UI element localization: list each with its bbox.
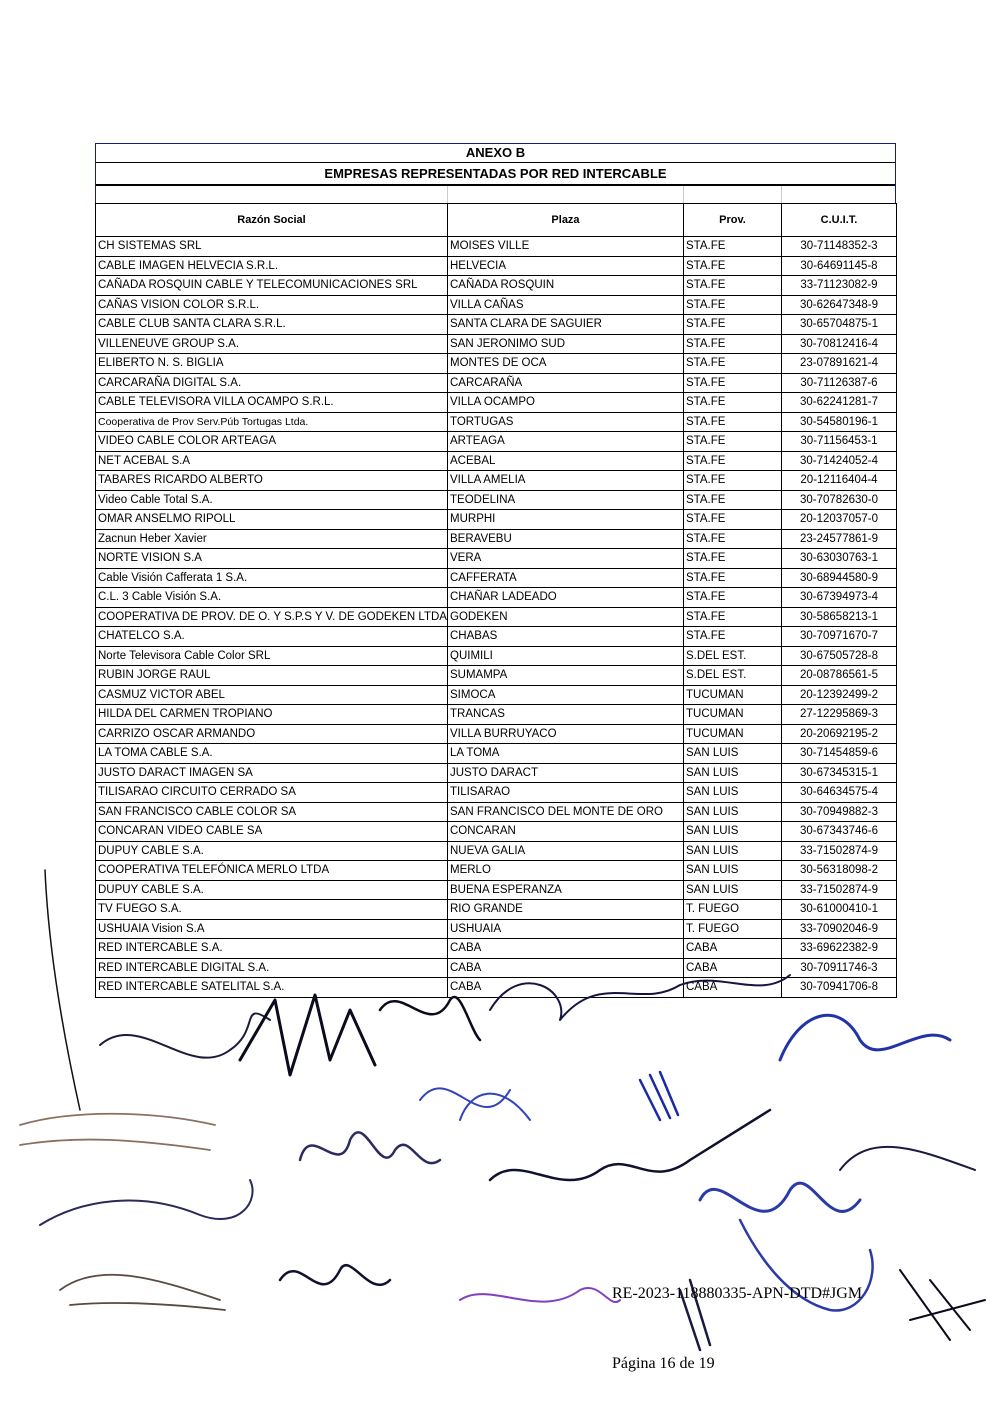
- column-header-prov: Prov.: [684, 204, 782, 237]
- signature-mark: [460, 1288, 620, 1302]
- cell-prov: STA.FE: [684, 412, 782, 432]
- cell-prov: STA.FE: [684, 432, 782, 452]
- cell-plaza: SUMAMPA: [448, 666, 684, 686]
- cell-cuit: 33-71502874-9: [782, 841, 897, 861]
- column-header-cuit: C.U.I.T.: [782, 204, 897, 237]
- cell-name: RED INTERCABLE SATELITAL S.A.: [96, 978, 448, 998]
- cell-prov: STA.FE: [684, 627, 782, 647]
- cell-plaza: CABA: [448, 978, 684, 998]
- signature-mark: [60, 1275, 225, 1310]
- cell-prov: T. FUEGO: [684, 900, 782, 920]
- cell-plaza: GODEKEN: [448, 607, 684, 627]
- cell-plaza: MONTES DE OCA: [448, 354, 684, 374]
- cell-cuit: 20-12392499-2: [782, 685, 897, 705]
- cell-plaza: NUEVA GALIA: [448, 841, 684, 861]
- cell-plaza: VILLA CAÑAS: [448, 295, 684, 315]
- signature-mark: [300, 1132, 440, 1163]
- cell-name: CONCARAN VIDEO CABLE SA: [96, 822, 448, 842]
- cell-plaza: VILLA BURRUYACO: [448, 724, 684, 744]
- signature-mark: [640, 1072, 678, 1120]
- cell-plaza: SIMOCA: [448, 685, 684, 705]
- signature-mark: [840, 1147, 975, 1170]
- cell-name: HILDA DEL CARMEN TROPIANO: [96, 705, 448, 725]
- cell-name: VILLENEUVE GROUP S.A.: [96, 334, 448, 354]
- cell-prov: TUCUMAN: [684, 705, 782, 725]
- cell-name: RED INTERCABLE S.A.: [96, 939, 448, 959]
- signature-mark: [240, 995, 375, 1075]
- cell-prov: SAN LUIS: [684, 763, 782, 783]
- signature-mark: [45, 870, 80, 1110]
- cell-cuit: 30-70941706-8: [782, 978, 897, 998]
- cell-plaza: MOISES VILLE: [448, 237, 684, 257]
- cell-name: Cable Visión Cafferata 1 S.A.: [96, 568, 448, 588]
- cell-cuit: 30-64634575-4: [782, 783, 897, 803]
- cell-cuit: 20-08786561-5: [782, 666, 897, 686]
- cell-name: CAÑADA ROSQUIN CABLE Y TELECOMUNICACIONES SRL: [96, 276, 448, 296]
- cell-plaza: TRANCAS: [448, 705, 684, 725]
- cell-prov: STA.FE: [684, 607, 782, 627]
- cell-prov: SAN LUIS: [684, 841, 782, 861]
- cell-name: C.L. 3 Cable Visión S.A.: [96, 588, 448, 608]
- cell-prov: STA.FE: [684, 568, 782, 588]
- cell-cuit: 30-67345315-1: [782, 763, 897, 783]
- cell-name: RED INTERCABLE DIGITAL S.A.: [96, 958, 448, 978]
- cell-name: Cooperativa de Prov Serv.Púb Tortugas Ltda.: [96, 412, 448, 432]
- cell-cuit: 23-07891621-4: [782, 354, 897, 374]
- cell-prov: STA.FE: [684, 471, 782, 491]
- cell-cuit: 30-71126387-6: [782, 373, 897, 393]
- annex-subtitle: EMPRESAS REPRESENTADAS POR RED INTERCABLE: [96, 163, 895, 186]
- cell-name: USHUAIA Vision S.A: [96, 919, 448, 939]
- cell-cuit: 30-62647348-9: [782, 295, 897, 315]
- signature-mark: [700, 1183, 860, 1211]
- cell-name: Zacnun Heber Xavier: [96, 529, 448, 549]
- cell-plaza: SANTA CLARA DE SAGUIER: [448, 315, 684, 335]
- cell-name: CARCARAÑA DIGITAL S.A.: [96, 373, 448, 393]
- cell-plaza: HELVECIA: [448, 256, 684, 276]
- cell-plaza: SAN JERONIMO SUD: [448, 334, 684, 354]
- column-header-razon-social: Razón Social: [96, 204, 448, 237]
- cell-cuit: 30-65704875-1: [782, 315, 897, 335]
- cell-plaza: MURPHI: [448, 510, 684, 530]
- cell-plaza: CARCARAÑA: [448, 373, 684, 393]
- cell-prov: CABA: [684, 939, 782, 959]
- cell-cuit: 30-58658213-1: [782, 607, 897, 627]
- cell-plaza: CHAÑAR LADEADO: [448, 588, 684, 608]
- signature-mark: [280, 1265, 390, 1285]
- cell-plaza: VILLA OCAMPO: [448, 393, 684, 413]
- cell-name: CAÑAS VISION COLOR S.R.L.: [96, 295, 448, 315]
- cell-plaza: TORTUGAS: [448, 412, 684, 432]
- cell-prov: STA.FE: [684, 490, 782, 510]
- cell-name: TV FUEGO S.A.: [96, 900, 448, 920]
- cell-name: DUPUY CABLE S.A.: [96, 880, 448, 900]
- cell-name: NORTE VISION S.A: [96, 549, 448, 569]
- cell-prov: SAN LUIS: [684, 861, 782, 881]
- cell-plaza: CHABAS: [448, 627, 684, 647]
- cell-prov: STA.FE: [684, 237, 782, 257]
- cell-prov: STA.FE: [684, 373, 782, 393]
- cell-cuit: 20-12037057-0: [782, 510, 897, 530]
- cell-cuit: 30-70911746-3: [782, 958, 897, 978]
- cell-prov: SAN LUIS: [684, 783, 782, 803]
- cell-plaza: CABA: [448, 958, 684, 978]
- cell-plaza: RIO GRANDE: [448, 900, 684, 920]
- signature-mark: [420, 1088, 530, 1120]
- signature-mark: [490, 975, 790, 1020]
- cell-prov: STA.FE: [684, 529, 782, 549]
- cell-plaza: TEODELINA: [448, 490, 684, 510]
- cell-prov: SAN LUIS: [684, 744, 782, 764]
- document-id: RE-2023-118880335-APN-DTD#JGM: [612, 1285, 863, 1302]
- cell-cuit: 27-12295869-3: [782, 705, 897, 725]
- cell-plaza: VERA: [448, 549, 684, 569]
- cell-prov: S.DEL EST.: [684, 666, 782, 686]
- cell-name: COOPERATIVA DE PROV. DE O. Y S.P.S Y V. DE GODEKEN LTDA: [96, 607, 448, 627]
- cell-plaza: ACEBAL: [448, 451, 684, 471]
- cell-plaza: CAFFERATA: [448, 568, 684, 588]
- cell-prov: STA.FE: [684, 295, 782, 315]
- cell-plaza: CABA: [448, 939, 684, 959]
- cell-cuit: 30-56318098-2: [782, 861, 897, 881]
- cell-prov: STA.FE: [684, 256, 782, 276]
- cell-cuit: 30-64691145-8: [782, 256, 897, 276]
- cell-prov: TUCUMAN: [684, 685, 782, 705]
- cell-cuit: 30-68944580-9: [782, 568, 897, 588]
- cell-name: NET ACEBAL S.A: [96, 451, 448, 471]
- cell-plaza: CAÑADA ROSQUIN: [448, 276, 684, 296]
- cell-cuit: 30-67394973-4: [782, 588, 897, 608]
- cell-prov: STA.FE: [684, 510, 782, 530]
- cell-prov: STA.FE: [684, 451, 782, 471]
- signature-mark: [900, 1270, 985, 1340]
- cell-cuit: 30-71148352-3: [782, 237, 897, 257]
- cell-name: Video Cable Total S.A.: [96, 490, 448, 510]
- cell-plaza: BERAVEBU: [448, 529, 684, 549]
- cell-prov: CABA: [684, 978, 782, 998]
- cell-plaza: CONCARAN: [448, 822, 684, 842]
- cell-name: COOPERATIVA TELEFÓNICA MERLO LTDA: [96, 861, 448, 881]
- cell-name: CARRIZO OSCAR ARMANDO: [96, 724, 448, 744]
- cell-prov: STA.FE: [684, 588, 782, 608]
- cell-name: JUSTO DARACT IMAGEN SA: [96, 763, 448, 783]
- cell-prov: STA.FE: [684, 549, 782, 569]
- cell-cuit: 30-71156453-1: [782, 432, 897, 452]
- cell-name: RUBIN JORGE RAUL: [96, 666, 448, 686]
- cell-name: VIDEO CABLE COLOR ARTEAGA: [96, 432, 448, 452]
- cell-plaza: ARTEAGA: [448, 432, 684, 452]
- cell-plaza: TILISARAO: [448, 783, 684, 803]
- cell-cuit: 30-71454859-6: [782, 744, 897, 764]
- cell-prov: STA.FE: [684, 276, 782, 296]
- cell-cuit: 20-20692195-2: [782, 724, 897, 744]
- cell-prov: STA.FE: [684, 315, 782, 335]
- cell-name: CABLE CLUB SANTA CLARA S.R.L.: [96, 315, 448, 335]
- cell-prov: S.DEL EST.: [684, 646, 782, 666]
- cell-name: CASMUZ VICTOR ABEL: [96, 685, 448, 705]
- cell-name: CHATELCO S.A.: [96, 627, 448, 647]
- cell-prov: CABA: [684, 958, 782, 978]
- cell-name: TILISARAO CIRCUITO CERRADO SA: [96, 783, 448, 803]
- cell-name: CABLE IMAGEN HELVECIA S.R.L.: [96, 256, 448, 276]
- cell-plaza: BUENA ESPERANZA: [448, 880, 684, 900]
- cell-prov: SAN LUIS: [684, 822, 782, 842]
- cell-plaza: QUIMILI: [448, 646, 684, 666]
- cell-plaza: MERLO: [448, 861, 684, 881]
- signature-mark: [40, 1180, 253, 1225]
- signature-mark: [780, 1015, 950, 1060]
- cell-cuit: 30-67505728-8: [782, 646, 897, 666]
- cell-cuit: 33-71123082-9: [782, 276, 897, 296]
- cell-name: DUPUY CABLE S.A.: [96, 841, 448, 861]
- cell-prov: SAN LUIS: [684, 880, 782, 900]
- cell-prov: T. FUEGO: [684, 919, 782, 939]
- cell-name: Norte Televisora Cable Color SRL: [96, 646, 448, 666]
- cell-prov: SAN LUIS: [684, 802, 782, 822]
- cell-cuit: 30-61000410-1: [782, 900, 897, 920]
- signature-mark: [380, 997, 480, 1040]
- cell-plaza: USHUAIA: [448, 919, 684, 939]
- cell-prov: STA.FE: [684, 354, 782, 374]
- cell-name: CABLE TELEVISORA VILLA OCAMPO S.R.L.: [96, 393, 448, 413]
- cell-cuit: 30-63030763-1: [782, 549, 897, 569]
- cell-name: LA TOMA CABLE S.A.: [96, 744, 448, 764]
- cell-plaza: JUSTO DARACT: [448, 763, 684, 783]
- cell-prov: STA.FE: [684, 393, 782, 413]
- cell-cuit: 30-54580196-1: [782, 412, 897, 432]
- cell-cuit: 33-69622382-9: [782, 939, 897, 959]
- cell-name: SAN FRANCISCO CABLE COLOR SA: [96, 802, 448, 822]
- signature-mark: [20, 1114, 215, 1150]
- cell-name: ELIBERTO N. S. BIGLIA: [96, 354, 448, 374]
- cell-prov: TUCUMAN: [684, 724, 782, 744]
- cell-plaza: VILLA AMELIA: [448, 471, 684, 491]
- cell-cuit: 30-67343746-6: [782, 822, 897, 842]
- cell-cuit: 33-70902046-9: [782, 919, 897, 939]
- cell-cuit: 30-70971670-7: [782, 627, 897, 647]
- annex-title: ANEXO B: [96, 144, 895, 163]
- cell-cuit: 30-70949882-3: [782, 802, 897, 822]
- cell-cuit: 30-62241281-7: [782, 393, 897, 413]
- cell-plaza: LA TOMA: [448, 744, 684, 764]
- cell-name: OMAR ANSELMO RIPOLL: [96, 510, 448, 530]
- cell-cuit: 30-71424052-4: [782, 451, 897, 471]
- cell-name: CH SISTEMAS SRL: [96, 237, 448, 257]
- cell-cuit: 30-70782630-0: [782, 490, 897, 510]
- cell-cuit: 20-12116404-4: [782, 471, 897, 491]
- cell-name: TABARES RICARDO ALBERTO: [96, 471, 448, 491]
- page-number: Página 16 de 19: [612, 1355, 715, 1372]
- cell-cuit: 33-71502874-9: [782, 880, 897, 900]
- signature-mark: [490, 1110, 770, 1180]
- column-header-plaza: Plaza: [448, 204, 684, 237]
- cell-prov: STA.FE: [684, 334, 782, 354]
- cell-cuit: 30-70812416-4: [782, 334, 897, 354]
- cell-cuit: 23-24577861-9: [782, 529, 897, 549]
- cell-plaza: SAN FRANCISCO DEL MONTE DE ORO: [448, 802, 684, 822]
